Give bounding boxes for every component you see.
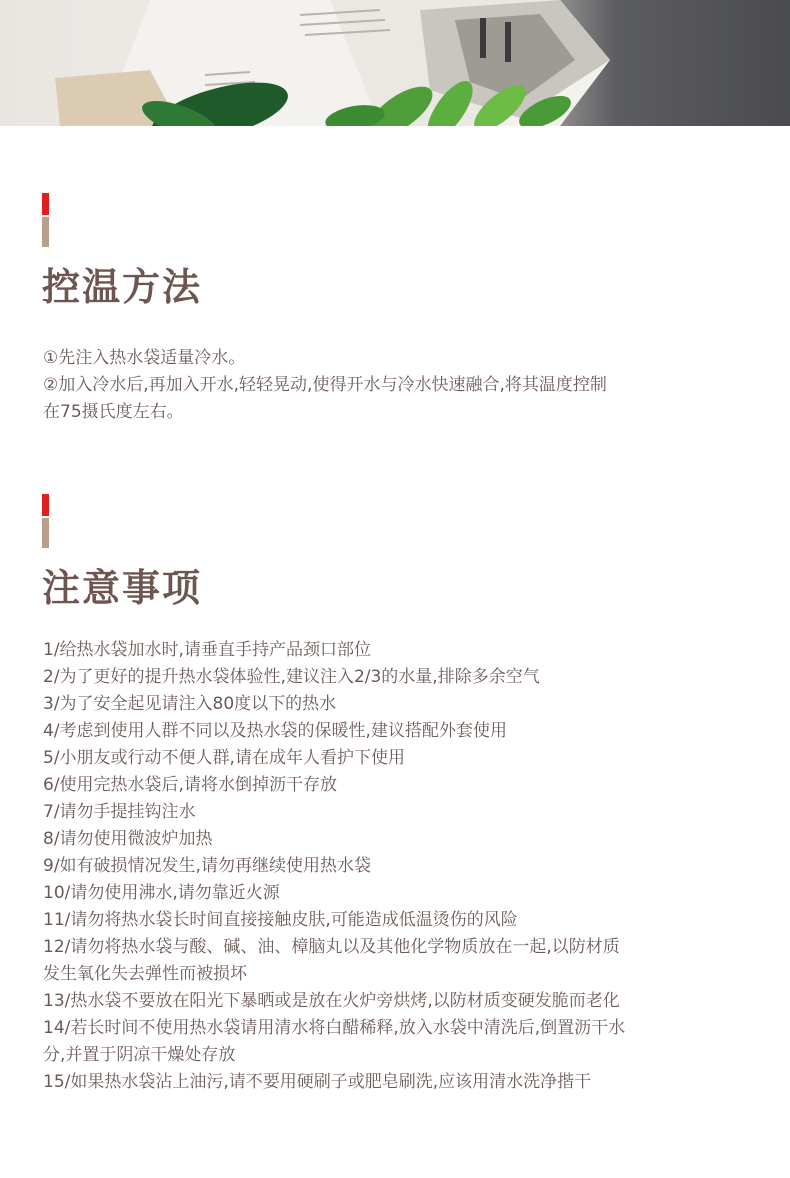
temperature-control-text xyxy=(43,345,743,426)
list-item: 3/为了安全起见请注入80度以下的热水 xyxy=(43,694,337,714)
photo-banner-icon xyxy=(0,0,790,126)
list-item: 4/考虑到使用人群不同以及热水袋的保暖性,建议搭配外套使用 xyxy=(43,721,507,741)
list-item: 分,并置于阴凉干燥处存放 xyxy=(43,1045,236,1065)
list-item: 14/若长时间不使用热水袋请用清水将白醋稀释,放入水袋中清洗后,倒置沥干水 xyxy=(43,1018,626,1038)
hero-banner-image xyxy=(0,0,790,126)
list-item: 1/给热水袋加水时,请垂直手持产品颈口部位 xyxy=(43,640,371,660)
list-item: 发生氧化失去弹性而被损坏 xyxy=(43,964,247,984)
list-item: 6/使用完热水袋后,请将水倒掉沥干存放 xyxy=(43,775,337,795)
list-item: 10/请勿使用沸水,请勿靠近火源 xyxy=(43,883,280,903)
section-title-precautions: 注意事项 xyxy=(42,565,203,610)
section-accent-red-1 xyxy=(42,193,49,215)
section-title-temperature-control: 控温方法 xyxy=(42,264,203,309)
list-item: 12/请勿将热水袋与酸、碱、油、樟脑丸以及其他化学物质放在一起,以防材质 xyxy=(43,937,620,957)
list-item: 7/请勿手提挂钩注水 xyxy=(43,802,196,822)
section-accent-red-2 xyxy=(42,494,49,516)
section-accent-tan-2 xyxy=(42,518,49,548)
precautions-text xyxy=(43,637,743,1096)
list-item: 11/请勿将热水袋长时间直接接触皮肤,可能造成低温烫伤的风险 xyxy=(43,910,518,930)
text-line: ②加入冷水后,再加入开水,轻轻晃动,使得开水与冷水快速融合,将其温度控制 xyxy=(43,375,607,395)
section-accent-tan-1 xyxy=(42,217,49,247)
list-item: 13/热水袋不要放在阳光下暴晒或是放在火炉旁烘烤,以防材质变硬发脆而老化 xyxy=(43,991,620,1011)
list-item: 8/请勿使用微波炉加热 xyxy=(43,829,213,849)
list-item: 9/如有破损情况发生,请勿再继续使用热水袋 xyxy=(43,856,371,876)
list-item: 5/小朋友或行动不便人群,请在成年人看护下使用 xyxy=(43,748,405,768)
text-line: ①先注入热水袋适量冷水。 xyxy=(43,348,246,368)
list-item: 15/如果热水袋沾上油污,请不要用硬刷子或肥皂刷洗,应该用清水洗净揩干 xyxy=(43,1072,592,1092)
text-line: 在75摄氏度左右。 xyxy=(43,402,184,422)
list-item: 2/为了更好的提升热水袋体验性,建议注入2/3的水量,排除多余空气 xyxy=(43,667,540,687)
